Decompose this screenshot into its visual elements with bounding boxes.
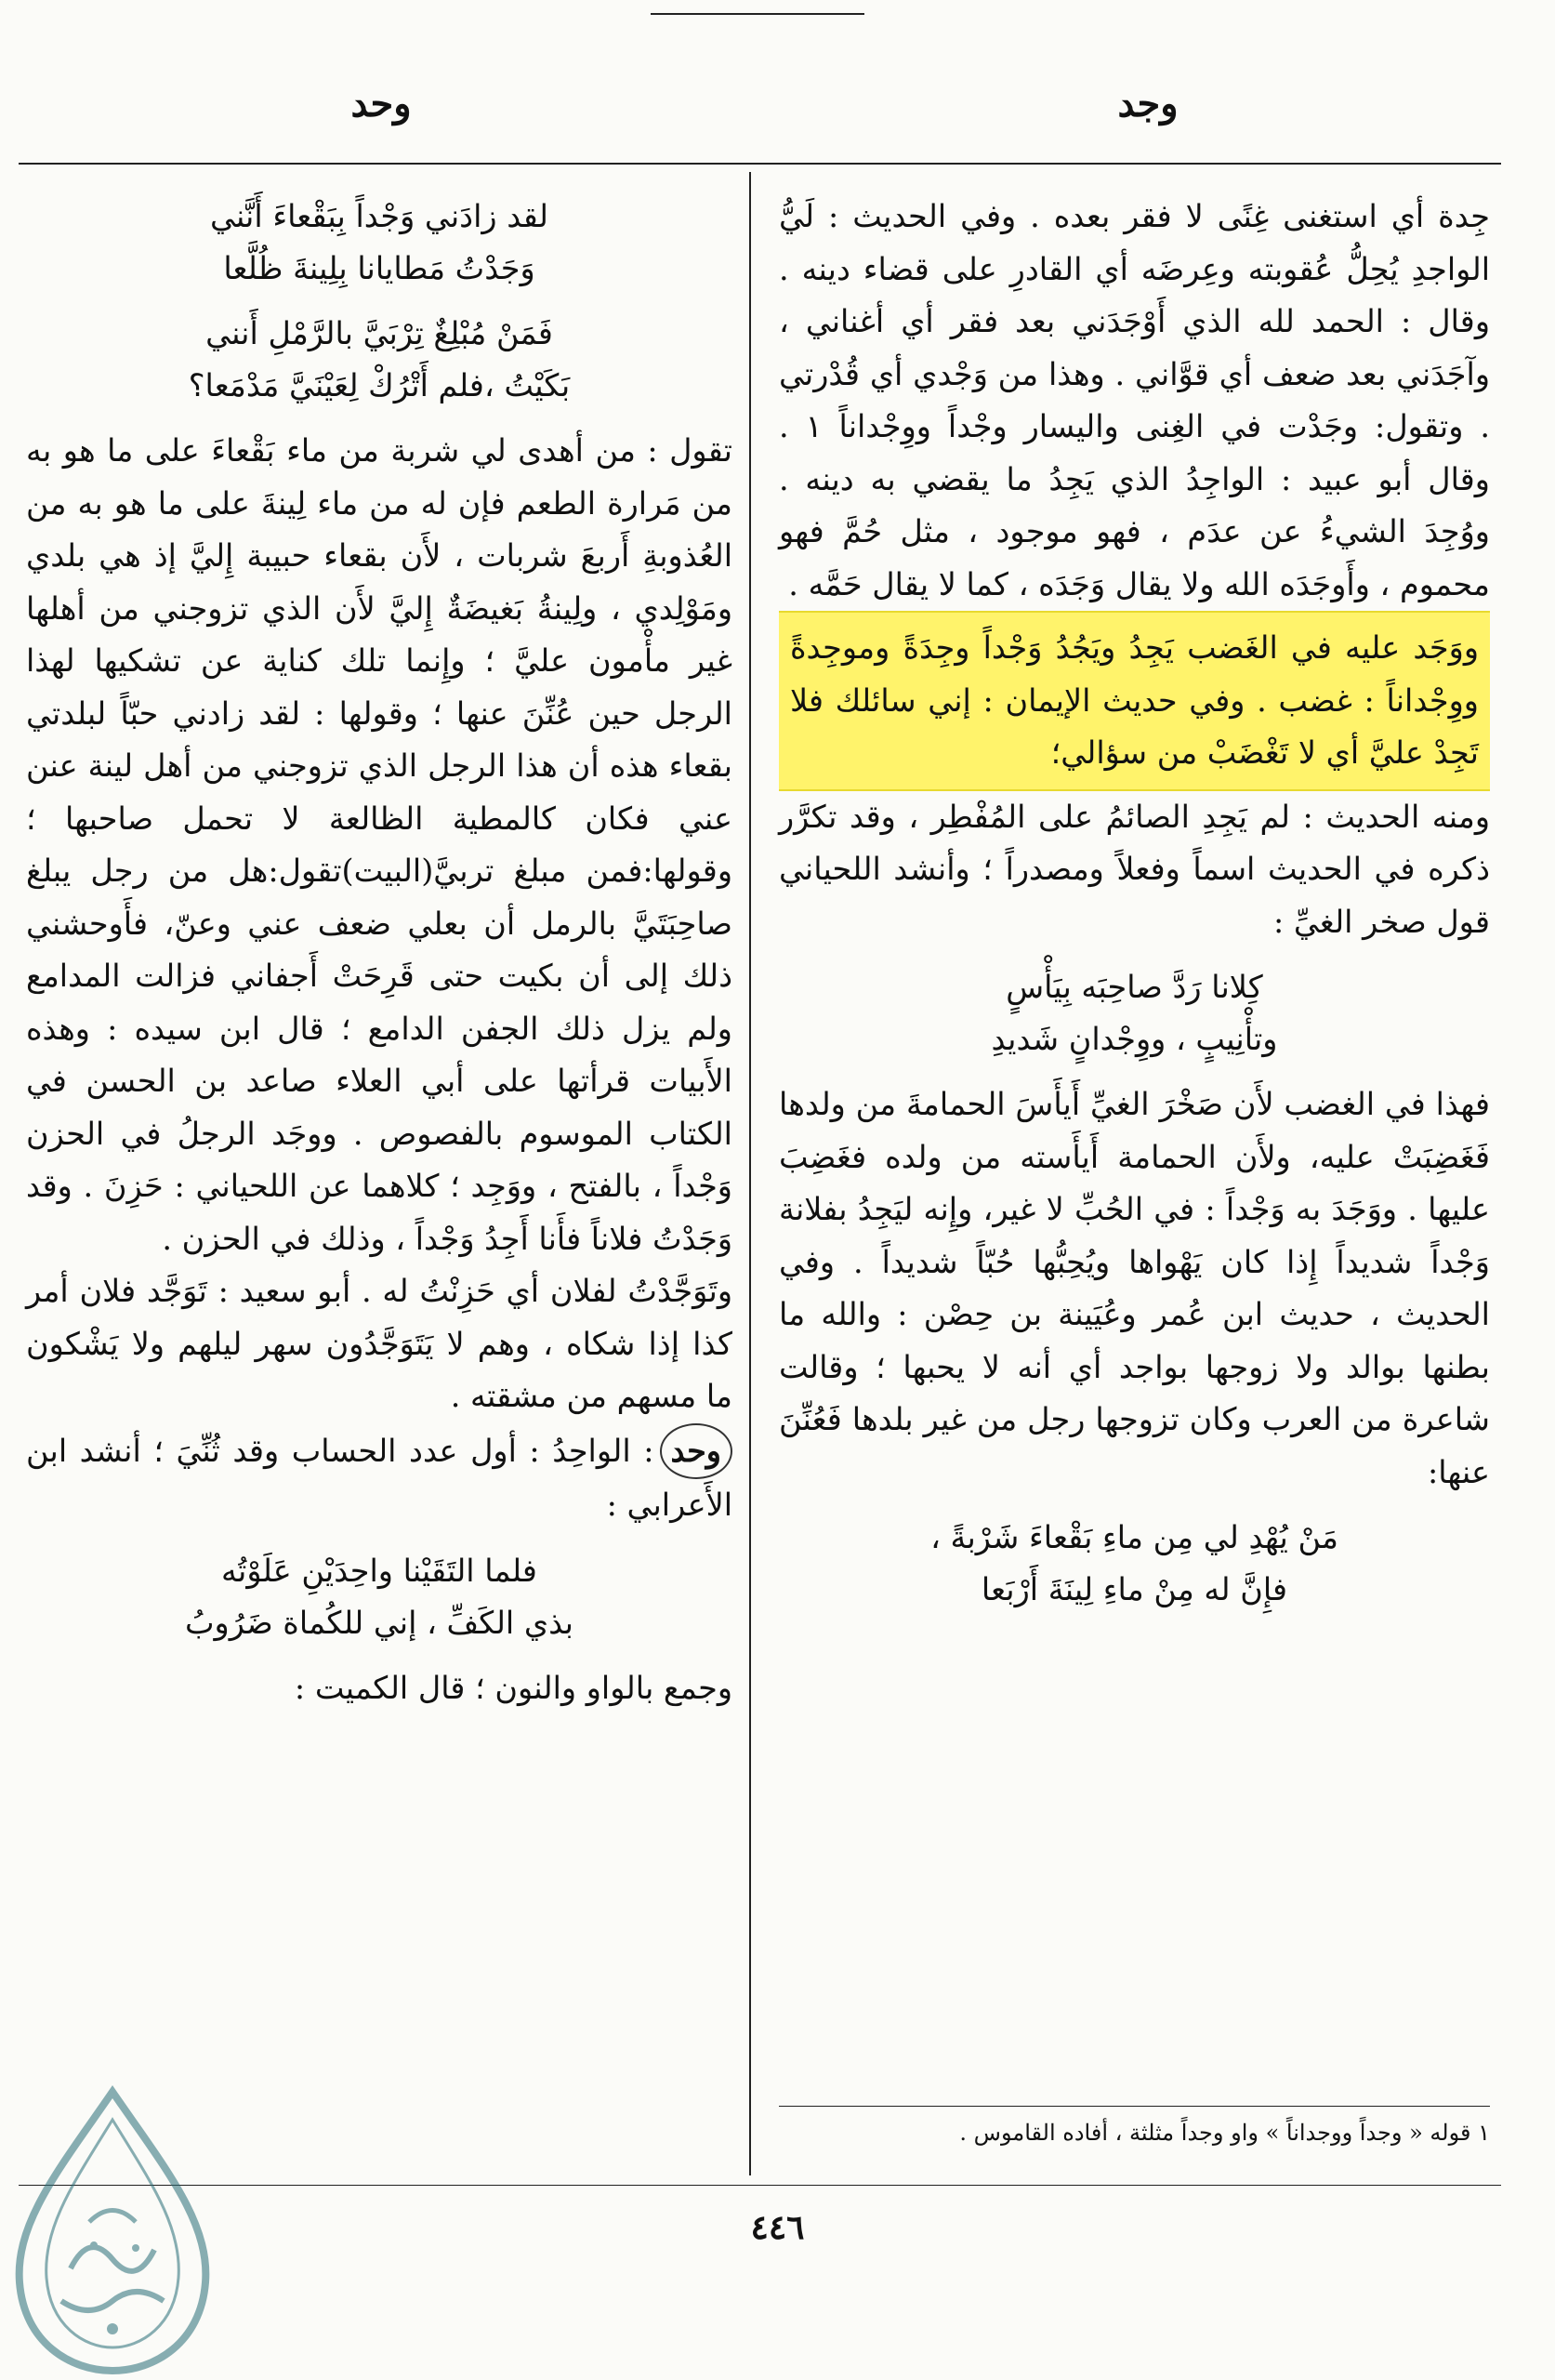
verse-line: وتأْنِيبٍ ، ووِجْدانٍ شَديدِ <box>991 1021 1278 1057</box>
entry-text: : الواحِدُ : أول عدد الحساب وقد ثُنِّيَ ؛ أنشد ابن الأَعرابي : <box>26 1432 732 1523</box>
right-headword: وجد <box>1117 82 1179 126</box>
verse <box>26 1545 732 1649</box>
entry-headword: وحد <box>660 1423 732 1480</box>
paragraph <box>26 1423 732 1532</box>
verse <box>779 1512 1490 1616</box>
verse-line: لقد زادَني وَجْداً بِبَقْعاءَ أَنَّني <box>210 198 548 234</box>
column-divider <box>749 172 751 2175</box>
footnote: ١ قوله « وجداً ووجداناً » واو وجداً مثلثة ، أفاده القاموس . <box>959 2120 1490 2146</box>
paragraph: جِدة أي استغنى غِنًى لا فقر بعده . وفي الحديث : لَيُّ الواجدِ يُحِلُّ عُقوبته وعِرضَه أي القادرِ على قضاء دينه . وقال : الحمد لله الذي أَوْجَدَني بعد فقر أي أغناني ، وآجَدَني بعد ضعف أي قوَّاني . وهذا من وَجْدي أي قُدْرتي . وتقول: وجَدْت في الغِنى واليسار وجْداً ووِجْداناً ١ . وقال أبو عبيد : الواجِدُ الذي يَجِدُ ما يقضي به دينه . ووُجِدَ الشيءُ عن عدَم ، فهو موجود ، مثل حُمَّ فهو محموم ، وأَوجَدَه الله ولا يقال وَجَدَه ، كما لا يقال حَمَّه . <box>779 198 1490 602</box>
verse <box>779 961 1490 1065</box>
highlighted-passage: ووَجَد عليه في الغَضب يَجِدُ ويَجُدُ وَجْداً وجِدَةً وموجِدةً ووِجْداناً : غضب . وفي حديث الإيمان : إني سائلك فلا تَجِدْ عليَّ أي لا تَغْضَبْ من سؤالي؛ <box>779 611 1490 791</box>
verse-line: بَكَيْتُ ،فلم أَتْرُكْ لِعَيْنَيَّ مَدْمَعا؟ <box>188 367 571 403</box>
paragraph: وتَوَجَّدْتُ لفلان أي حَزِنْتُ له . أبو سعيد : تَوَجَّد فلان أمر كذا إذا شكاه ، وهم لا يَتَوَجَّدُون سهر ليلهم ولا يَشْكون ما مسهم من مشقته . <box>26 1273 732 1414</box>
paragraph: فهذا في الغضب لأَن صَخْرَ الغيِّ أَيأَسَ الحمامةَ من ولدها فَغَضِبَتْ عليه، ولأَن الحمامة أَيأَسته من ولده فغَضِبَ عليها . ووَجَدَ به وَجْداً : في الحُبِّ لا غير، وإِنه ليَجِدُ بفلانة وَجْداً شديداً إِذا كان يَهْواها ويُحِبُّها حُبّاً شديداً . وفي الحديث ، حديث ابن عُمر وعُيَينة بن حِصْن : والله ما بطنها بوالد ولا زوجها بواجد أي أنه لا يحبها ؛ وقالت شاعرة من العرب وكان تزوجها رجل من غير بلدها فَعُنِّنَ عنها: <box>779 1086 1490 1490</box>
bottom-rule <box>19 2185 1501 2186</box>
verse-line: بذي الكَفِّ ، إني للكُماة ضَرُوبُ <box>185 1604 573 1641</box>
left-column <box>26 191 732 1714</box>
top-line <box>651 13 864 15</box>
left-headword: وحد <box>350 82 412 126</box>
header-rule <box>19 163 1501 165</box>
paragraph: تقول : من أهدى لي شربة من ماء بَقْعاءَ على ما هو به من مَرارة الطعم فإن له من ماء لِينةَ على ما هو به من العُذوبةِ أَربعَ شربات ، لأَن بقعاء حبيبة إِليَّ إذ هي بلدي ومَوْلِدي ، ولِينةُ بَغيضَةٌ إِليَّ لأَن الذي تزوجني من أهلها غير مأْمون عليَّ ؛ وإِنما تلك كناية عن تشكيها لهذا الرجل حين عُنِّنَ عنها ؛ وقولها : لقد زادني حبّاً لبلدتي بقعاء هذه أن هذا الرجل الذي تزوجني من أهل لينة عنن عني فكان كالمطية الظالعة لا تحمل صاحبها ؛ وقولها:فمن مبلغ تربيَّ(البيت)تقول:هل من رجل يبلغ صاحِبَتَيَّ بالرمل أن بعلي ضعف عني وعنّ، فأَوحشني ذلك إلى أن بكيت حتى قَرِحَتْ أَجفاني فزالت المدامع ولم يزل ذلك الجفن الدامع ؛ قال ابن سيده : وهذه الأَبيات قرأتها على أبي العلاء صاعد بن الحسن في الكتاب الموسوم بالفصوص . ووجَد الرجلُ في الحزن وَجْداً ، بالفتح ، ووَجِد ؛ كلاهما عن اللحياني : حَزِنَ . وقد وَجَدْتُ فلاناً فأَنا أَجِدُ وَجْداً ، وذلك في الحزن . <box>26 432 732 1257</box>
footnote-rule <box>779 2106 1490 2107</box>
verse-line: وَجَدْتُ مَطايانا بِلِينةَ ظُلَّعا <box>223 250 535 286</box>
verse-line: كِلانا رَدَّ صاحِبَه بِيَأْسٍ <box>1006 969 1263 1005</box>
verse-line: فإِنَّ له مِنْ ماءِ لِينَةَ أَرْبَعا <box>981 1571 1288 1607</box>
verse <box>26 308 732 412</box>
verse-line: مَنْ يُهْدِ لي مِن ماءِ بَقْعاءَ شَرْبةً ، <box>930 1519 1338 1555</box>
verse <box>26 191 732 295</box>
page-number: ٤٤٦ <box>750 2208 805 2247</box>
paragraph: ومنه الحديث : لم يَجِدِ الصائمُ على المُفْطِر ، وقد تكرَّر ذكره في الحديث اسماً وفعلاً ومصدراً ؛ وأنشد اللحياني قول صخر الغيِّ : <box>779 798 1490 940</box>
right-column <box>779 191 1490 1629</box>
library-logo-watermark <box>6 2082 219 2380</box>
verse-line: فَمَنْ مُبْلِغٌ تِرْبَيَّ بالرَّمْلِ أَنني <box>205 315 553 351</box>
verse-line: فلما التَقَيْنا واحِدَيْنِ عَلَوْتُه <box>221 1552 537 1589</box>
paragraph: وجمع بالواو والنون ؛ قال الكميت : <box>294 1669 732 1706</box>
